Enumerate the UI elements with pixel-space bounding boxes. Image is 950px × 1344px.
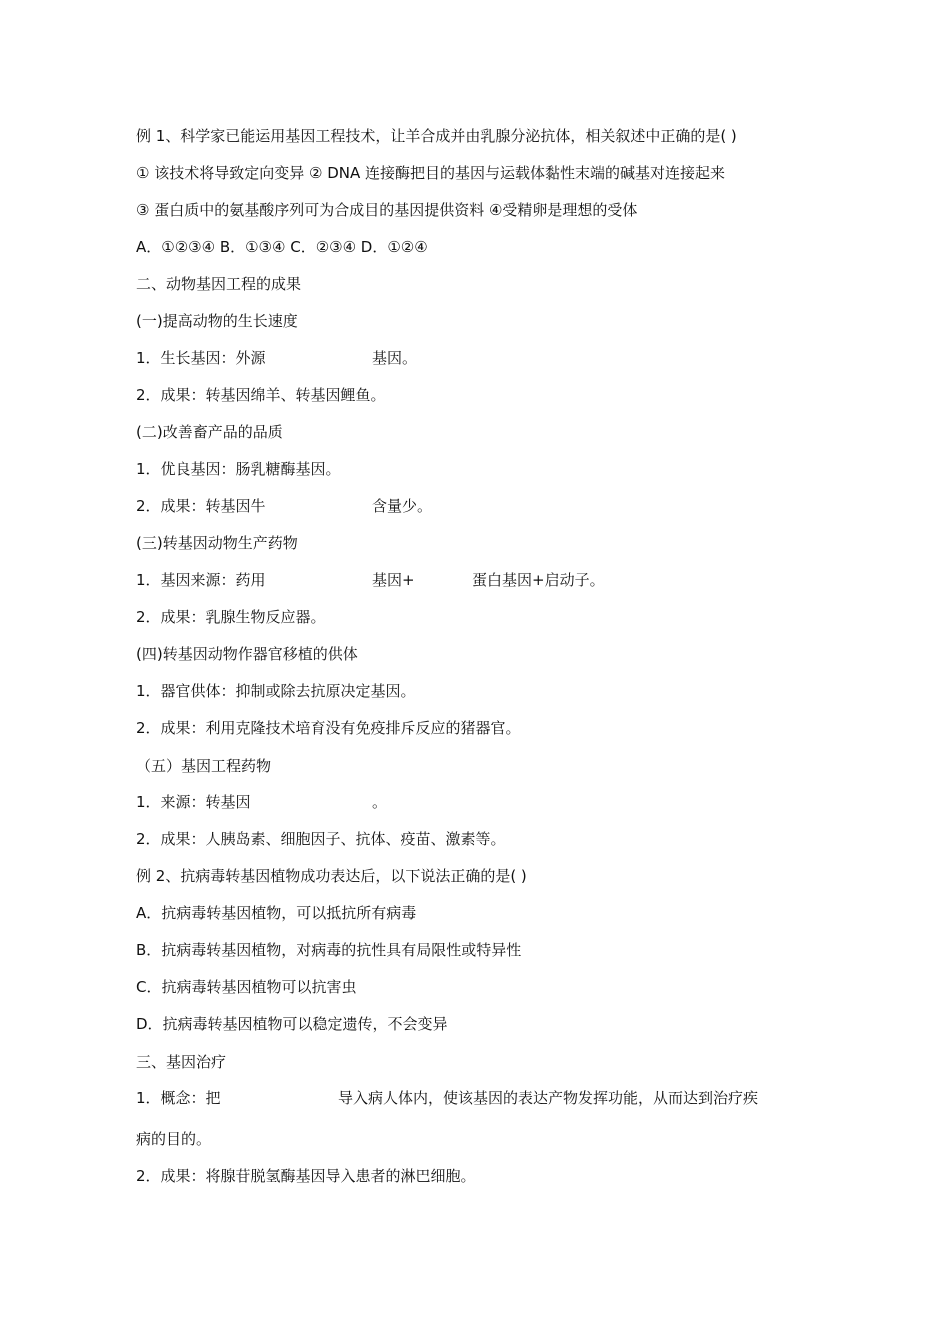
subsection-1-heading: (一)提高动物的生长速度 [136,312,298,330]
engineered-drug-result-line: 2．成果：人胰岛素、细胞因子、抗体、疫苗、激素等。 [136,830,506,848]
example-1-options: A．①②③④ B．①③④ C．②③④ D．①②④ [136,238,428,256]
quality-gene-line: 1．优良基因：肠乳糖酶基因。 [136,460,341,478]
gene-therapy-result-line: 2．成果：将腺苷脱氢酶基因导入患者的淋巴细胞。 [136,1167,476,1185]
example-1-statement-3-4: ③ 蛋白质中的氨基酸序列可为合成目的基因提供资料 ④受精卵是理想的受体 [136,201,638,219]
drug-gene-source-line [136,570,816,590]
subsection-2-heading: (二)改善畜产品的品质 [136,423,283,441]
engineered-drug-source-line [136,792,816,812]
section-3-heading: 三、基因治疗 [136,1053,227,1071]
growth-gene-suffix: 基因。 [372,349,418,367]
section-2-heading: 二、动物基因工程的成果 [136,275,302,293]
drug-gene-source-prefix: 1．基因来源：药用 [136,571,266,589]
subsection-3-heading: (三)转基因动物生产药物 [136,534,298,552]
growth-gene-prefix: 1．生长基因：外源 [136,349,266,367]
quality-result-prefix: 2．成果：转基因牛 [136,497,266,515]
growth-result-line: 2．成果：转基因绵羊、转基因鲤鱼。 [136,386,386,404]
example-2-option-b: B．抗病毒转基因植物，对病毒的抗性具有局限性或特异性 [136,941,522,959]
organ-donor-line: 1．器官供体：抑制或除去抗原决定基因。 [136,682,416,700]
subsection-4-heading: (四)转基因动物作器官移植的供体 [136,645,358,663]
quality-result-suffix: 含量少。 [372,497,433,515]
gene-therapy-concept-prefix: 1．概念：把 [136,1089,221,1107]
drug-gene-source-suffix: 蛋白基因+启动子。 [472,571,605,589]
gene-therapy-concept-suffix: 导入病人体内，使该基因的表达产物发挥功能，从而达到治疗疾 [338,1089,759,1107]
organ-result-line: 2．成果：利用克隆技术培育没有免疫排斥反应的猪器官。 [136,719,521,737]
engineered-drug-source-prefix: 1．来源：转基因 [136,793,251,811]
gene-therapy-concept-line [136,1088,816,1108]
example-2-option-c: C．抗病毒转基因植物可以抗害虫 [136,978,357,996]
example-1-statement-1-2: ① 该技术将导致定向变异 ② DNA 连接酶把目的基因与运载体黏性末端的碱基对连接起来 [136,164,726,182]
quality-result-line [136,496,816,516]
subsection-5-heading: （五）基因工程药物 [136,757,272,775]
engineered-drug-source-suffix: 。 [372,793,388,811]
example-2-question: 例 2、抗病毒转基因植物成功表达后，以下说法正确的是( ) [136,867,527,885]
example-2-option-d: D．抗病毒转基因植物可以稳定遗传，不会变异 [136,1015,448,1033]
drug-gene-source-middle: 基因+ [372,571,415,589]
gene-therapy-concept-continuation: 病的目的。 [136,1130,212,1148]
example-1-question: 例 1、科学家已能运用基因工程技术，让羊合成并由乳腺分泌抗体，相关叙述中正确的是( ) [136,127,737,145]
drug-result-line: 2．成果：乳腺生物反应器。 [136,608,326,626]
growth-gene-line [136,348,816,368]
example-2-option-a: A．抗病毒转基因植物，可以抵抗所有病毒 [136,904,417,922]
